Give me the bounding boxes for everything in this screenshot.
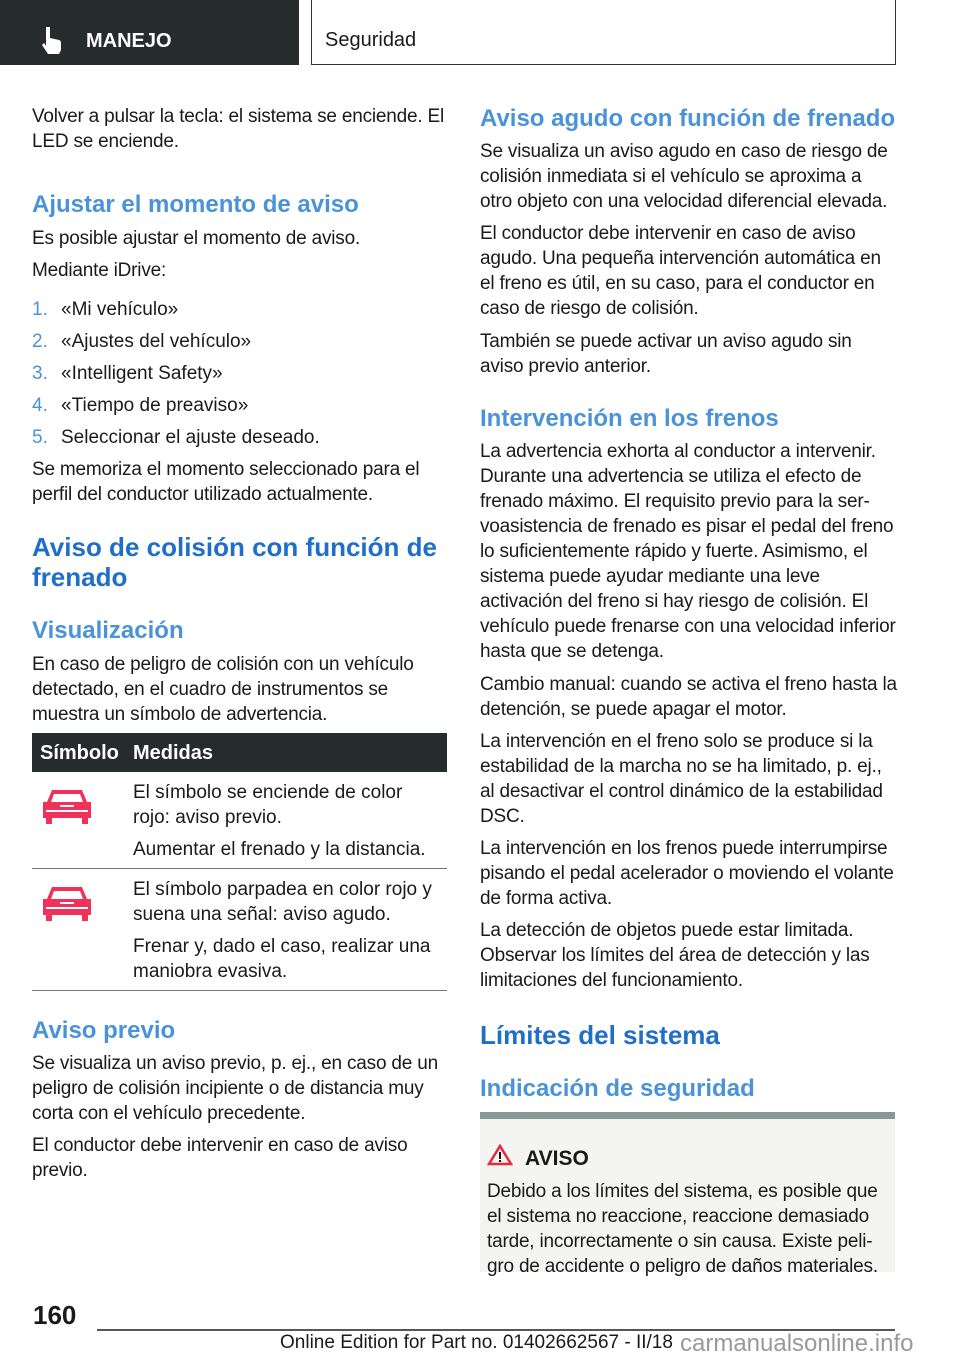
paragraph: El conductor debe intervenir en caso de aviso previo. — [32, 1135, 408, 1181]
heading-agudo: Aviso agudo con función de frenado — [480, 105, 896, 132]
list-item: 3. «Intelligent Safety» — [32, 363, 223, 384]
subsection-title: Seguridad — [325, 29, 417, 51]
list-item: 1. «Mi vehículo» — [32, 299, 179, 320]
paragraph: La detección de objetos puede estar limitada. Observar los límites del área de detección y las limitaciones del funcionamiento. — [480, 920, 870, 991]
section-tab — [0, 0, 299, 65]
paragraph: La advertencia exhorta al conductor a intervenir. Durante una advertencia se utiliza el efecto de frenado máximo. El requisito previo para la servoasistencia de frenado es pisar el pedal del freno lo suficientemente rápido y fuerte. Asimismo, el sistema puede ayudar mediante una leve activación del freno si hay riesgo de colisión. El vehículo puede frenarse con una velocidad inferior hasta que se detenga. — [480, 441, 896, 662]
list-item: 5. Seleccionar el ajuste deseado. — [32, 427, 320, 448]
paragraph: Se memoriza el momento seleccionado para el perfil del conductor utilizado actualmente. — [32, 459, 420, 505]
heading-limites: Límites del sistema — [480, 1020, 720, 1050]
list-item: 4. «Tiempo de preaviso» — [32, 395, 249, 416]
table-row: El símbolo se enciende de color rojo: aviso previo. Aumentar el frenado y la distancia. — [32, 772, 447, 869]
section-title: MANEJO — [86, 30, 172, 52]
heading-frenos: Intervención en los frenos — [480, 405, 779, 432]
warning-box — [480, 1112, 895, 1277]
heading-ajustar: Ajustar el momento de aviso — [32, 191, 359, 218]
paragraph: Es posible ajustar el momento de aviso. — [32, 228, 361, 249]
footer-edition: Online Edition for Part no. 01402662567 - II/18 — [280, 1332, 673, 1353]
warning-text: Debido a los límites del sistema, es posible que el sistema no reaccione, reaccione demasiado tarde, incorrectamente o sin causa. Existe peligro de accidente o peligro de daños materiales. — [487, 1181, 878, 1277]
table-row: El símbolo parpadea en color rojo y suena una señal: aviso agudo. Frenar y, dado el caso, realizar una maniobra evasiva. — [32, 869, 447, 991]
subsection-tab — [311, 0, 896, 65]
paragraph: Volver a pulsar la tecla: el sistema se enciende. El LED se enciende. — [32, 106, 445, 152]
warning-triangle-icon — [487, 1144, 513, 1166]
heading-visualizacion: Visualización — [32, 617, 184, 644]
paragraph: El conductor debe intervenir en caso de aviso agudo. Una pequeña intervención automática en el freno es útil, en su caso, para el conductor en caso de riesgo de colisión. — [480, 223, 881, 319]
paragraph: También se puede activar un aviso agudo sin aviso previo anterior. — [480, 331, 852, 377]
paragraph: Se visualiza un aviso agudo en caso de riesgo de colisión inmediata si el vehículo se aproxima a otro objeto con una velocidad diferencial elevada. — [480, 141, 888, 212]
list-item: 2. «Ajustes del vehículo» — [32, 331, 252, 352]
heading-seguridad: Indicación de seguridad — [480, 1075, 755, 1102]
hand-pointer-icon — [40, 27, 64, 55]
paragraph: La intervención en los frenos puede interrumpirse pisando el pedal acelerador o moviendo el volante de forma activa. — [480, 838, 894, 909]
paragraph: En caso de peligro de colisión con un vehículo detectado, en el cuadro de instrumentos se muestra un símbolo de advertencia. — [32, 654, 414, 725]
car-warning-icon — [42, 885, 92, 923]
heading-previo: Aviso previo — [32, 1017, 176, 1044]
paragraph: Mediante iDrive: — [32, 260, 167, 281]
watermark: carmanualsonline.info — [680, 1330, 914, 1357]
car-warning-icon — [42, 788, 92, 826]
paragraph: Se visualiza un aviso previo, p. ej., en caso de un peligro de colisión incipiente o de distancia muy corta con el vehículo precedente. — [32, 1053, 438, 1124]
paragraph: La intervención en el freno solo se produce si la estabilidad de la marcha no se ha limitado, p. ej., al desactivar el control dinámico de la estabilidad DSC. — [480, 731, 883, 827]
heading-colision: Aviso de colisión con función de frenado — [32, 532, 437, 592]
page-number: 160 — [33, 1300, 77, 1330]
warning-title: AVISO — [525, 1147, 589, 1170]
paragraph: Cambio manual: cuando se activa el freno hasta la detención, se puede apagar el motor. — [480, 674, 897, 720]
table-header: Símbolo Medidas — [32, 733, 447, 772]
